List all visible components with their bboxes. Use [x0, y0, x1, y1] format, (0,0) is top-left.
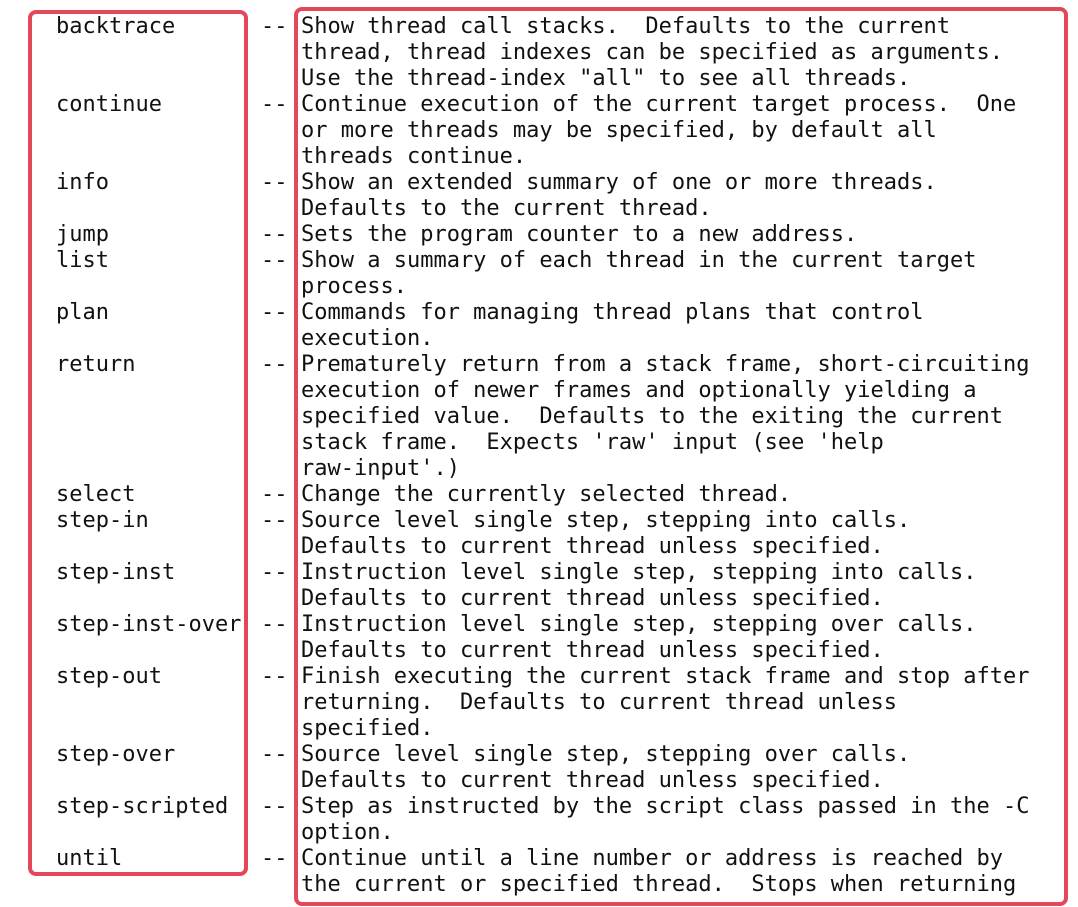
command-description	[301, 482, 1061, 508]
description-line: Defaults to current thread unless specified.	[301, 768, 884, 793]
command-description	[301, 300, 1061, 352]
command-name: until	[56, 846, 123, 871]
description-line: execution of newer frames and optionally yielding a	[301, 378, 977, 403]
command-separator: --	[261, 170, 288, 195]
command-description	[301, 846, 1061, 898]
description-line: Instruction level single step, stepping into calls.	[301, 560, 977, 585]
description-line: Change the currently selected thread.	[301, 482, 792, 507]
description-line: Use the thread-index "all" to see all threads.	[301, 66, 911, 91]
command-name: step-inst-over	[56, 612, 242, 637]
command-row	[0, 300, 1078, 352]
description-line: returning. Defaults to current thread unless	[301, 690, 898, 715]
command-separator: --	[261, 300, 288, 325]
description-line: Commands for managing thread plans that control	[301, 300, 924, 325]
command-row	[0, 560, 1078, 612]
command-separator: --	[261, 508, 288, 533]
command-description	[301, 560, 1061, 612]
command-row	[0, 248, 1078, 300]
command-row	[0, 92, 1078, 170]
command-row	[0, 742, 1078, 794]
command-separator: --	[261, 664, 288, 689]
command-row	[0, 14, 1078, 92]
description-line: stack frame. Expects 'raw' input (see 'help	[301, 430, 884, 455]
command-description	[301, 352, 1061, 482]
command-description	[301, 248, 1061, 300]
command-separator: --	[261, 352, 288, 377]
description-line: specified value. Defaults to the exiting the current	[301, 404, 1003, 429]
command-description	[301, 664, 1061, 742]
command-separator: --	[261, 248, 288, 273]
description-line: Source level single step, stepping into calls.	[301, 508, 911, 533]
description-line: Instruction level single step, stepping over calls.	[301, 612, 977, 637]
command-name: step-over	[56, 742, 176, 767]
command-name: step-in	[56, 508, 149, 533]
description-line: Source level single step, stepping over calls.	[301, 742, 911, 767]
command-description	[301, 794, 1061, 846]
description-line: Continue until a line number or address is reached by	[301, 846, 1003, 871]
description-line: the current or specified thread. Stops when returning	[301, 872, 1017, 897]
command-description	[301, 92, 1061, 170]
description-line: Step as instructed by the script class passed in the -C	[301, 794, 1030, 819]
command-separator: --	[261, 482, 288, 507]
command-description	[301, 14, 1061, 92]
description-line: Show a summary of each thread in the current target	[301, 248, 977, 273]
command-row	[0, 222, 1078, 248]
command-separator: --	[261, 222, 288, 247]
description-line: Defaults to current thread unless specified.	[301, 586, 884, 611]
description-line: Defaults to the current thread.	[301, 196, 712, 221]
command-separator: --	[261, 14, 288, 39]
description-line: process.	[301, 274, 407, 299]
command-separator: --	[261, 92, 288, 117]
description-line: Defaults to current thread unless specified.	[301, 638, 884, 663]
command-description	[301, 742, 1061, 794]
command-separator: --	[261, 794, 288, 819]
command-name: step-scripted	[56, 794, 229, 819]
command-name: step-out	[56, 664, 162, 689]
command-row	[0, 482, 1078, 508]
description-line: Prematurely return from a stack frame, short-circuiting	[301, 352, 1030, 377]
description-line: threads continue.	[301, 144, 527, 169]
command-name: continue	[56, 92, 162, 117]
command-name: jump	[56, 222, 109, 247]
command-name: list	[56, 248, 109, 273]
description-line: Continue execution of the current target process. One	[301, 92, 1017, 117]
description-line: Show an extended summary of one or more threads.	[301, 170, 937, 195]
command-separator: --	[261, 846, 288, 871]
command-row	[0, 170, 1078, 222]
command-description	[301, 508, 1061, 560]
command-row	[0, 612, 1078, 664]
command-row	[0, 794, 1078, 846]
command-separator: --	[261, 612, 288, 637]
command-description	[301, 170, 1061, 222]
command-name: backtrace	[56, 14, 176, 39]
command-separator: --	[261, 560, 288, 585]
description-line: raw-input'.)	[301, 456, 460, 481]
description-line: specified.	[301, 716, 434, 741]
command-separator: --	[261, 742, 288, 767]
command-name: step-inst	[56, 560, 176, 585]
command-row	[0, 352, 1078, 482]
description-line: Sets the program counter to a new address.	[301, 222, 858, 247]
description-line: Defaults to current thread unless specified.	[301, 534, 884, 559]
command-row	[0, 664, 1078, 742]
command-description	[301, 612, 1061, 664]
command-name: select	[56, 482, 136, 507]
command-name: plan	[56, 300, 109, 325]
description-line: option.	[301, 820, 394, 845]
description-line: or more threads may be specified, by default all	[301, 118, 937, 143]
command-name: info	[56, 170, 109, 195]
command-row	[0, 846, 1078, 898]
command-row	[0, 508, 1078, 560]
description-line: thread, thread indexes can be specified as arguments.	[301, 40, 1003, 65]
description-line: Finish executing the current stack frame and stop after	[301, 664, 1030, 689]
command-name: return	[56, 352, 136, 377]
description-line: Show thread call stacks. Defaults to the current	[301, 14, 951, 39]
command-description	[301, 222, 1061, 248]
description-line: execution.	[301, 326, 434, 351]
